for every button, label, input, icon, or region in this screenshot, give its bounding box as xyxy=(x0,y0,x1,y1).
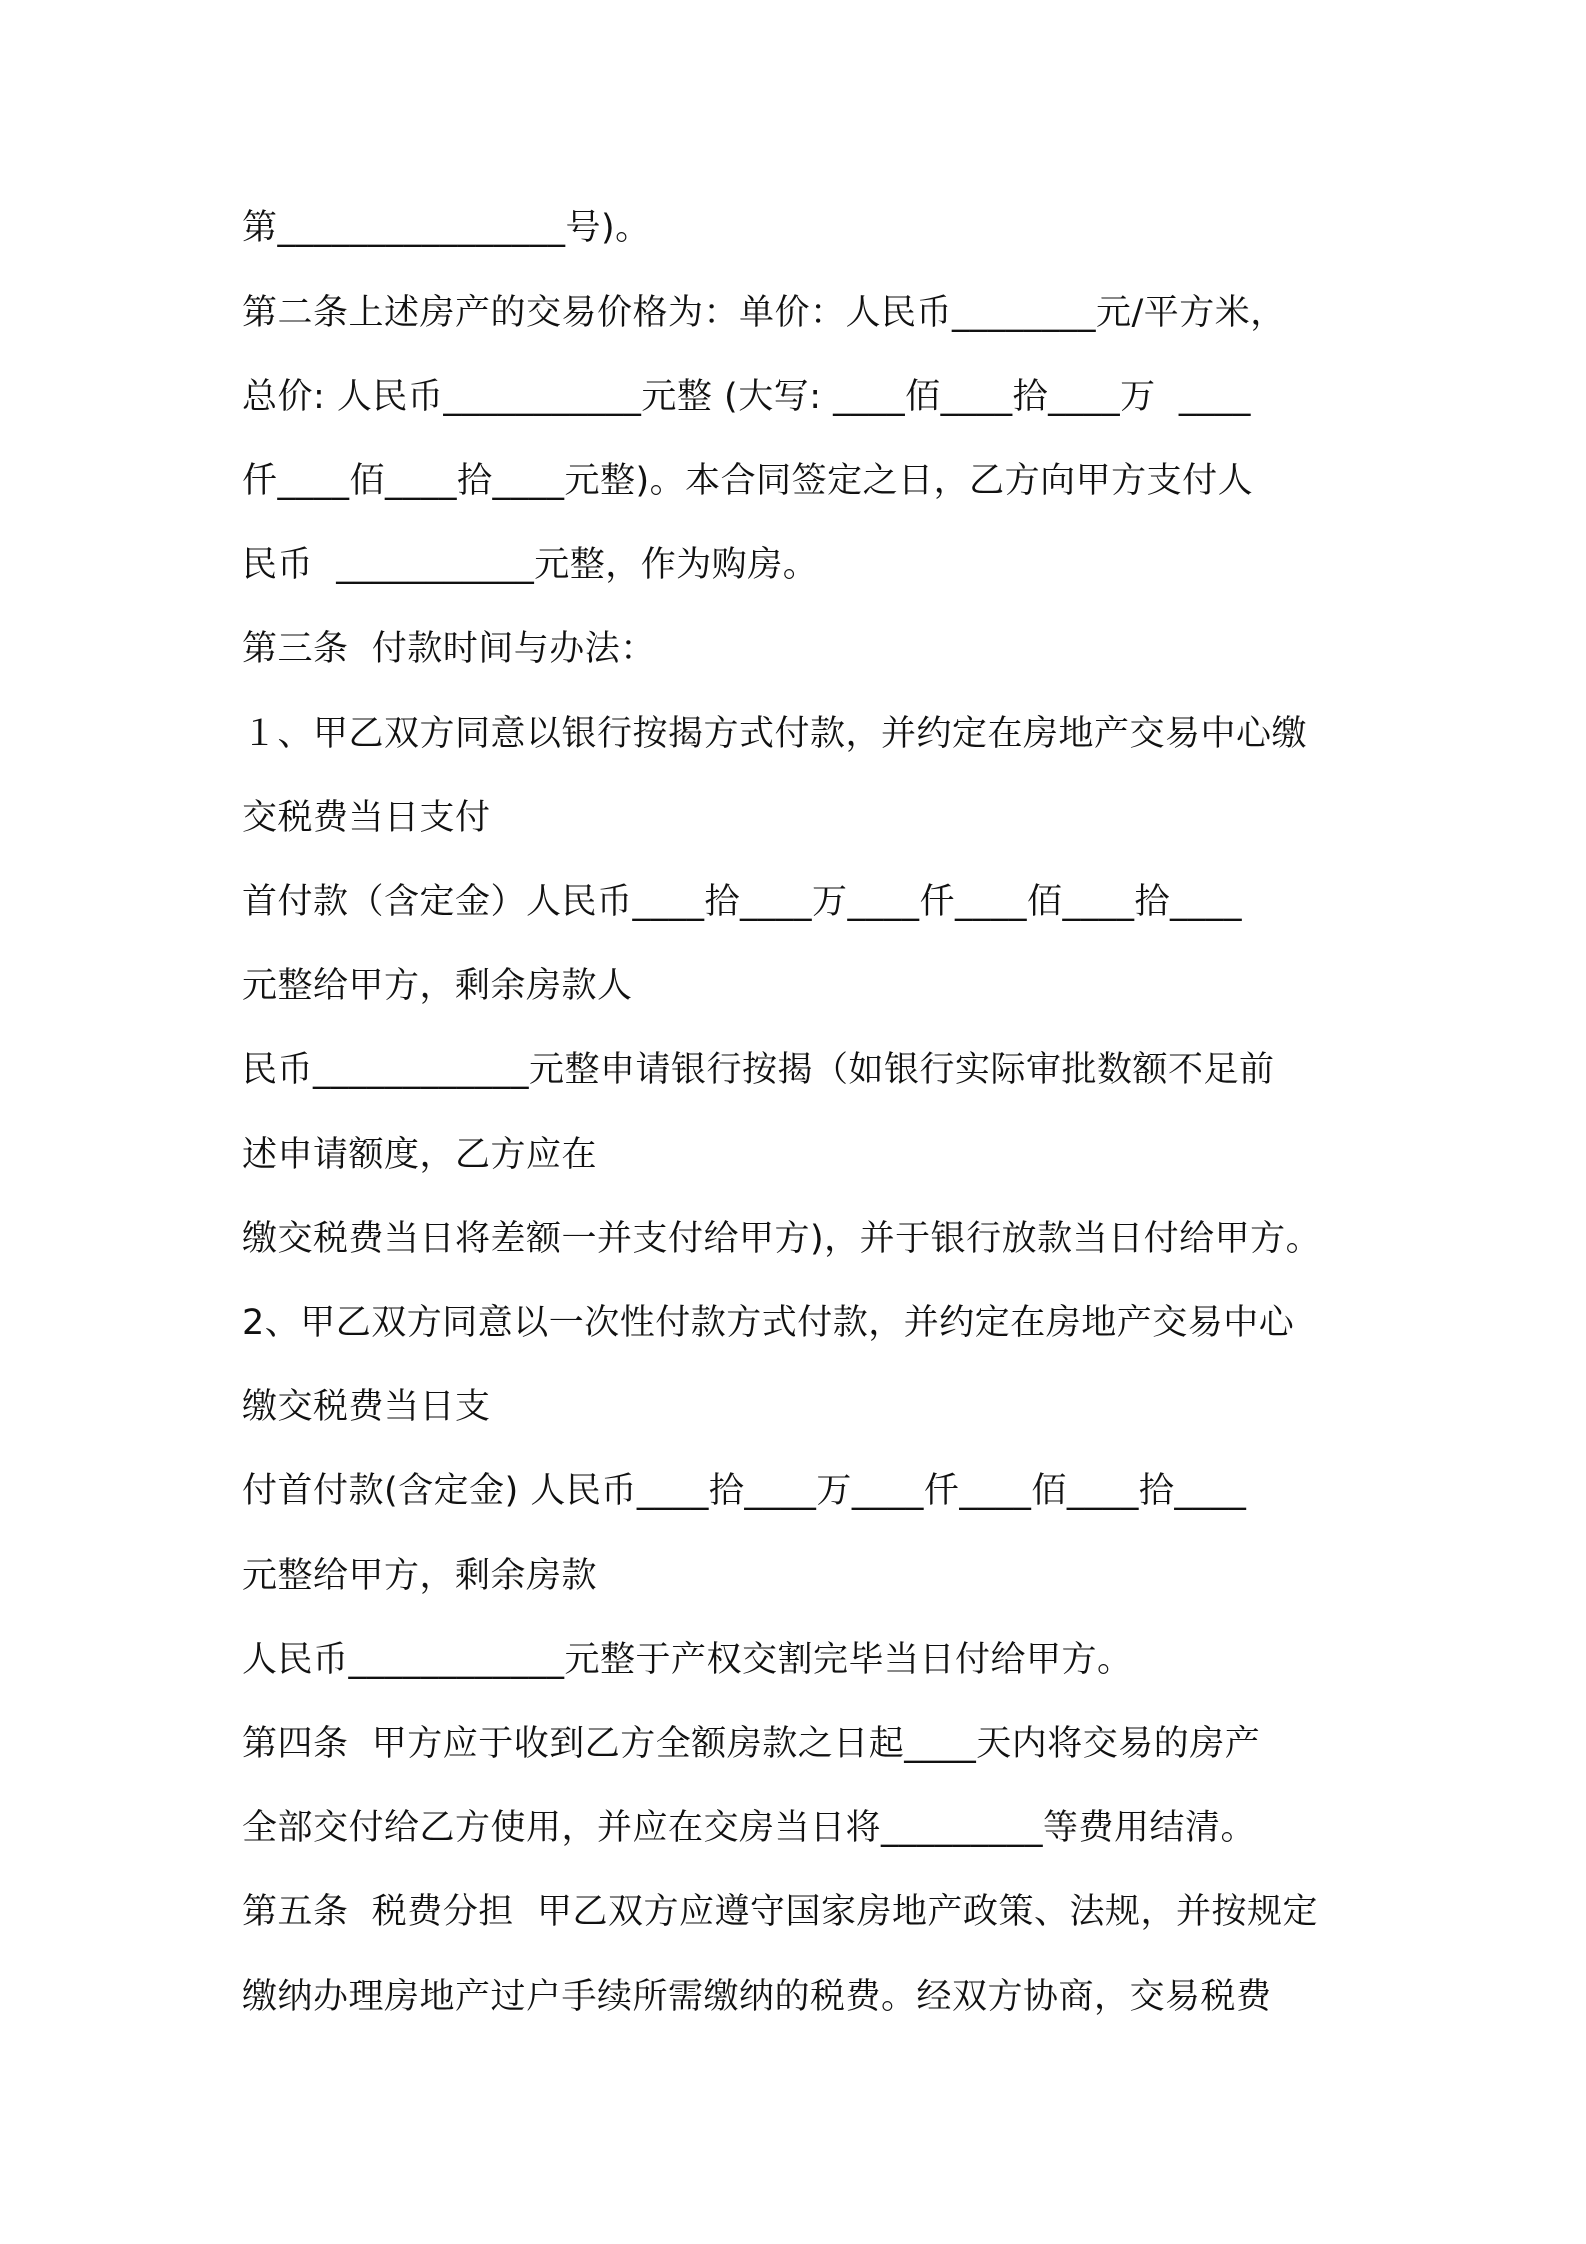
text-line: 首付款（含定金）人民币____拾____万____仟____佰____拾____ xyxy=(242,882,1243,922)
text-line: １、甲乙双方同意以银行按揭方式付款，并约定在房地产交易中心缴 xyxy=(242,714,1308,754)
text-line: 元整给甲方，剩余房款人 xyxy=(242,966,633,1006)
text-line: 全部交付给乙方使用，并应在交房当日将_________等费用结清。 xyxy=(242,1808,1257,1848)
text-line: 民币____________元整申请银行按揭（如银行实际审批数额不足前 xyxy=(242,1050,1275,1090)
text-line: 缴交税费当日支 xyxy=(242,1387,491,1427)
text-line: 民币 ___________元整，作为购房。 xyxy=(242,545,819,585)
text-line: 第四条 甲方应于收到乙方全额房款之日起____天内将交易的房产 xyxy=(242,1724,1261,1764)
text-line: 付首付款(含定金) 人民币____拾____万____仟____佰____拾____ xyxy=(242,1471,1247,1511)
text-line: 元整给甲方，剩余房款 xyxy=(242,1556,598,1596)
text-line: 仟____佰____拾____元整)。本合同签定之日，乙方向甲方支付人 xyxy=(242,461,1254,501)
text-line: 总价: 人民币___________元整 (大写: ____佰____拾____万 ____ xyxy=(242,377,1251,417)
text-line: 交税费当日支付 xyxy=(242,798,491,838)
text-line: 2、甲乙双方同意以一次性付款方式付款，并约定在房地产交易中心 xyxy=(242,1303,1295,1343)
text-line: 第五条 税费分担 甲乙双方应遵守国家房地产政策、法规，并按规定 xyxy=(242,1892,1319,1932)
text-line: 人民币____________元整于产权交割完毕当日付给甲方。 xyxy=(242,1640,1133,1680)
text-line: 缴纳办理房地产过户手续所需缴纳的税费。经双方协商，交易税费 xyxy=(242,1977,1272,2017)
text-line: 第三条 付款时间与办法： xyxy=(242,629,656,669)
text-line: 述申请额度，乙方应在 xyxy=(242,1135,598,1175)
text-line: 缴交税费当日将差额一并支付给甲方)，并于银行放款当日付给甲方。 xyxy=(242,1219,1322,1259)
text-line: 第________________号)。 xyxy=(242,208,651,248)
text-line: 第二条上述房产的交易价格为：单价：人民币________元/平方米， xyxy=(242,293,1286,333)
